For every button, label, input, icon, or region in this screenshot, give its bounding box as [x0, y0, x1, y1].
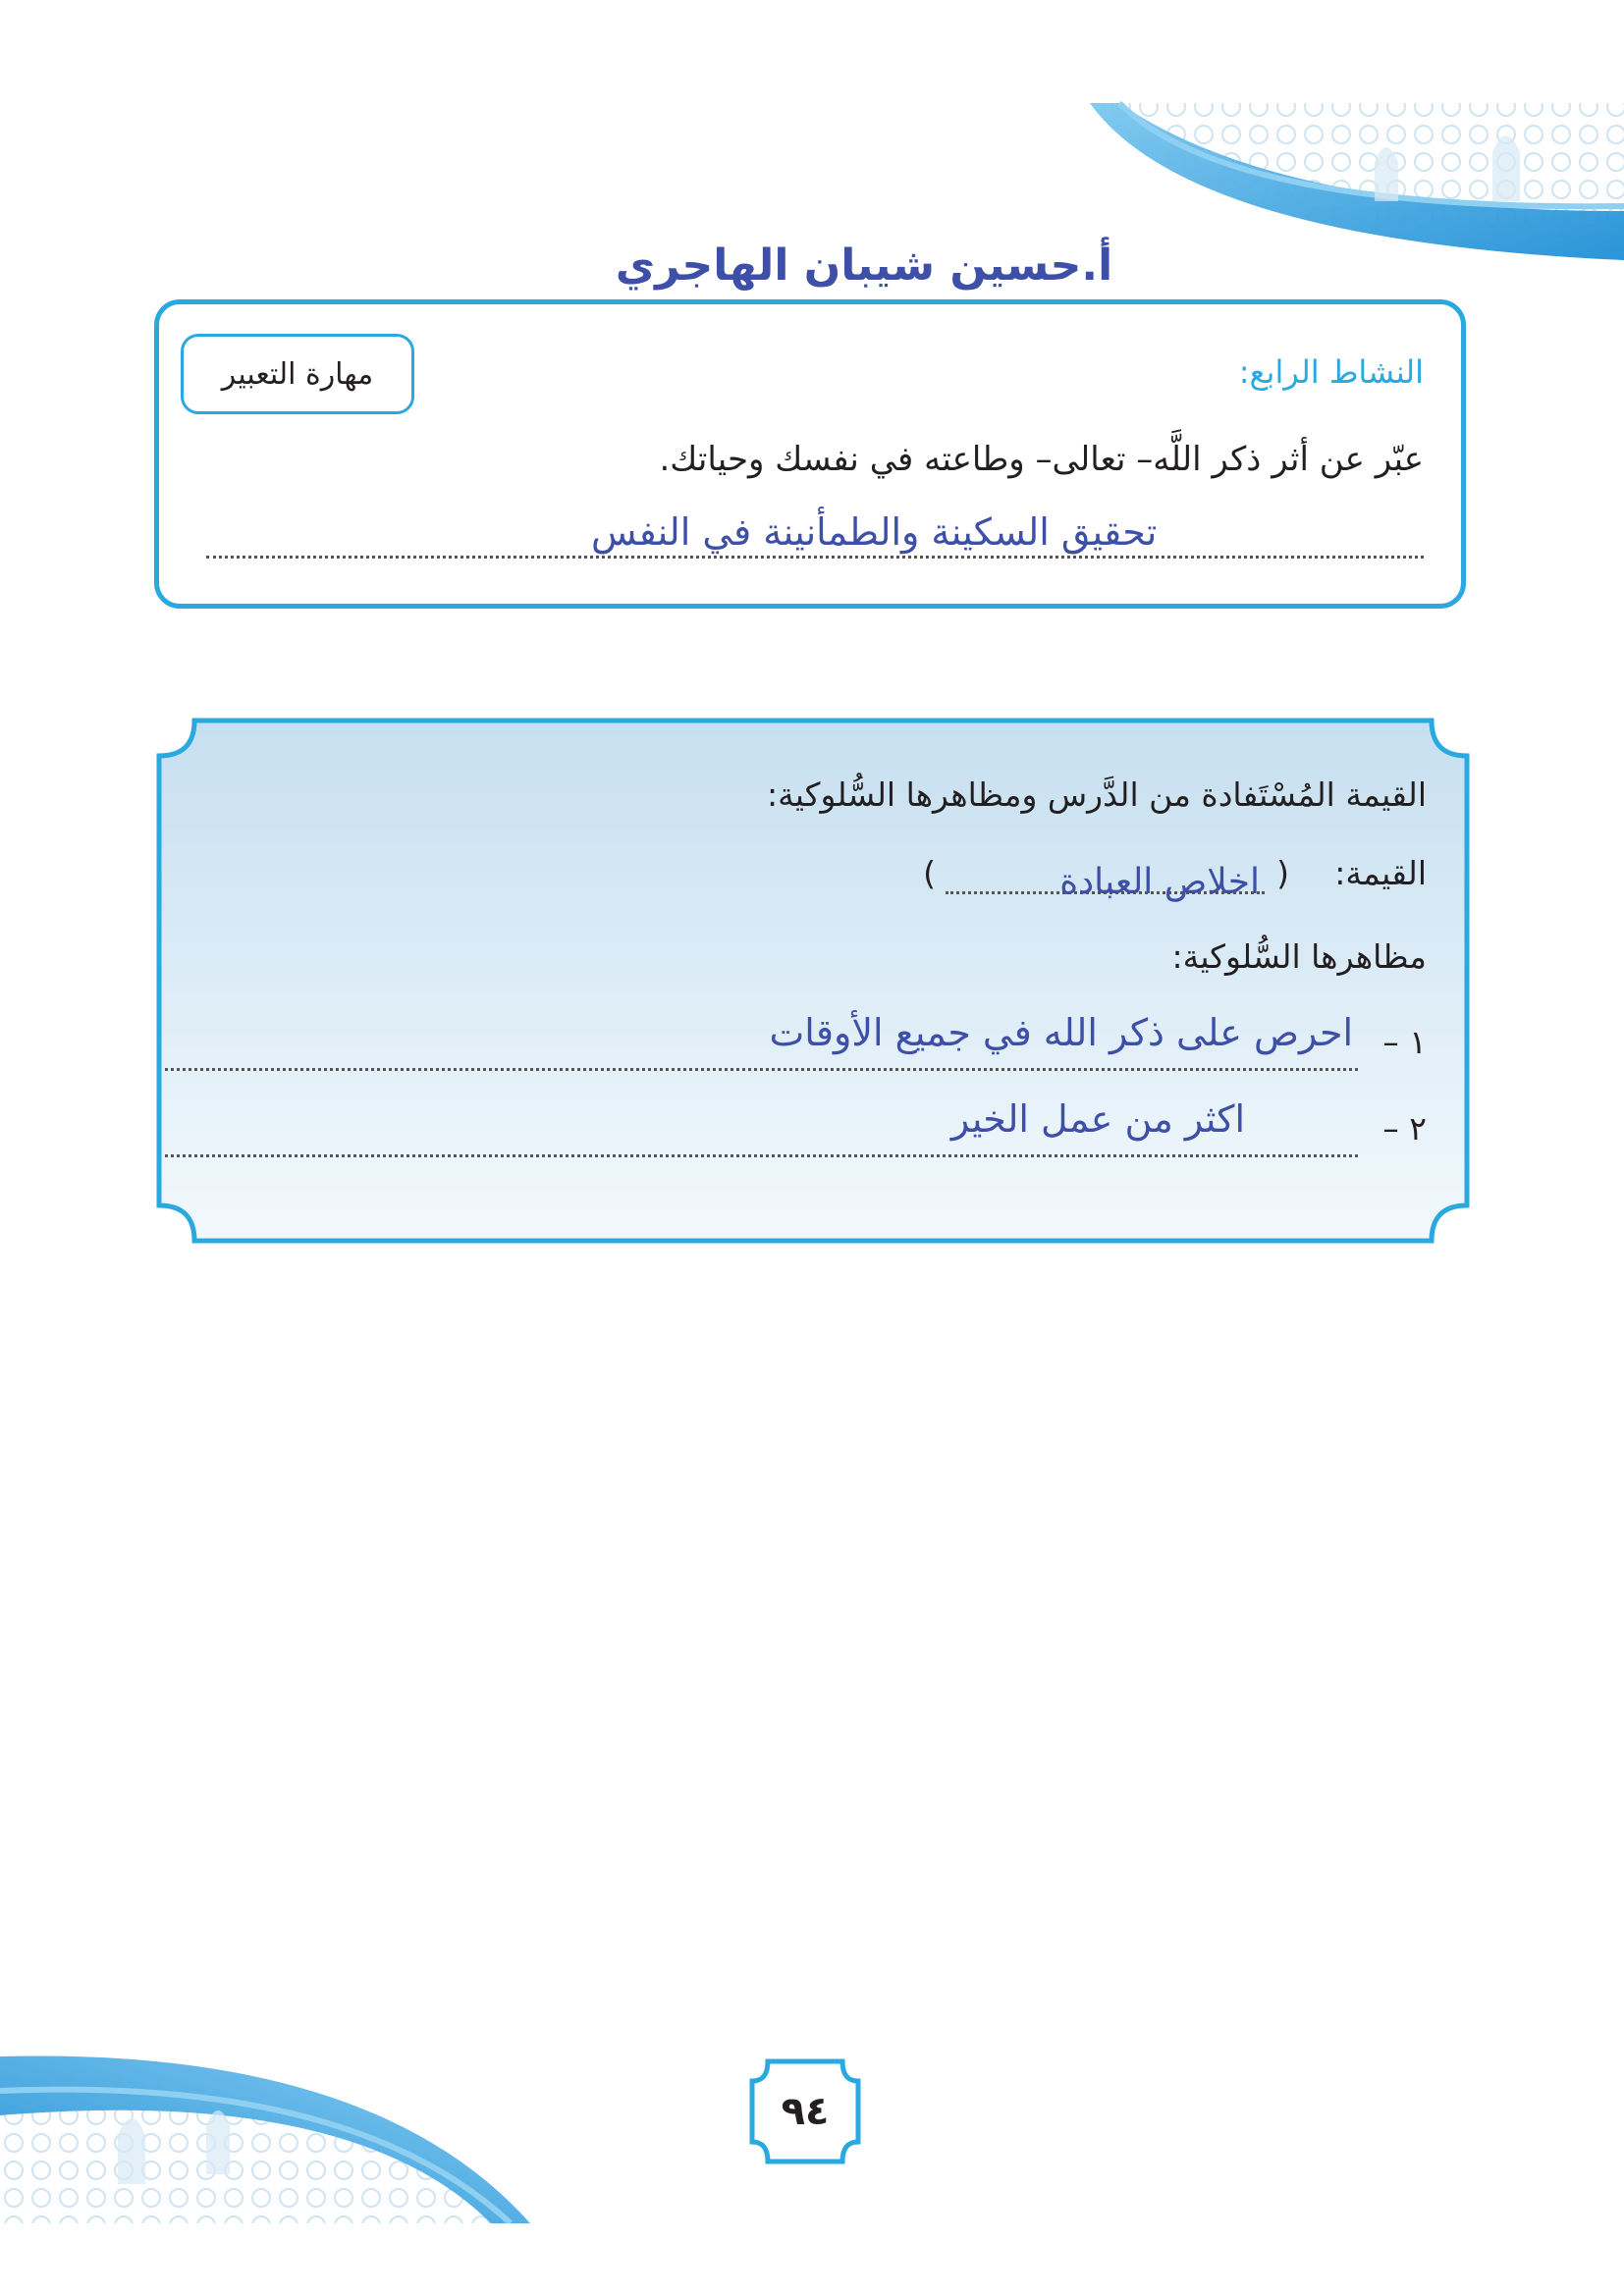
- value-answer: اخلاص العبادة: [1059, 862, 1260, 902]
- value-label: القيمة:: [1334, 854, 1427, 892]
- bottom-decoration: [0, 2047, 550, 2223]
- activity-question: عبّر عن أثر ذكر اللَّه– تعالى– وطاعته في نفسك وحياتك.: [659, 440, 1424, 479]
- value-close-paren: ): [923, 854, 936, 892]
- page-number: ٩٤: [781, 2089, 830, 2134]
- manifestation-1-number: ١ –: [1382, 1023, 1427, 1061]
- top-decoration: [1080, 93, 1624, 290]
- manifestation-1-answer: احرص على ذكر الله في جميع الأوقات: [769, 1011, 1353, 1054]
- values-heading: القيمة المُسْتَفادة من الدَّرس ومظاهرها السُّلوكية:: [766, 775, 1427, 814]
- manifestation-2-number: ٢ –: [1382, 1109, 1427, 1148]
- skill-tag: مهارة التعبير: [181, 334, 414, 414]
- manifestation-2-line: [165, 1154, 1358, 1157]
- manifestation-1-line: [165, 1068, 1358, 1071]
- author-name: أ.حسين شيبان الهاجري: [615, 240, 1113, 291]
- activity-title: النشاط الرابع:: [1238, 353, 1424, 391]
- manifestation-2-answer: اكثر من عمل الخير: [950, 1097, 1245, 1141]
- answer-line: [206, 556, 1424, 559]
- values-box: [155, 717, 1471, 1245]
- value-open-paren: (: [1276, 854, 1289, 892]
- activity-answer: تحقيق السكينة والطمأنينة في النفس: [591, 510, 1158, 554]
- activity-box: [154, 299, 1466, 609]
- page-number-badge: [746, 2054, 864, 2169]
- manifestations-label: مظاهرها السُّلوكية:: [1171, 937, 1427, 976]
